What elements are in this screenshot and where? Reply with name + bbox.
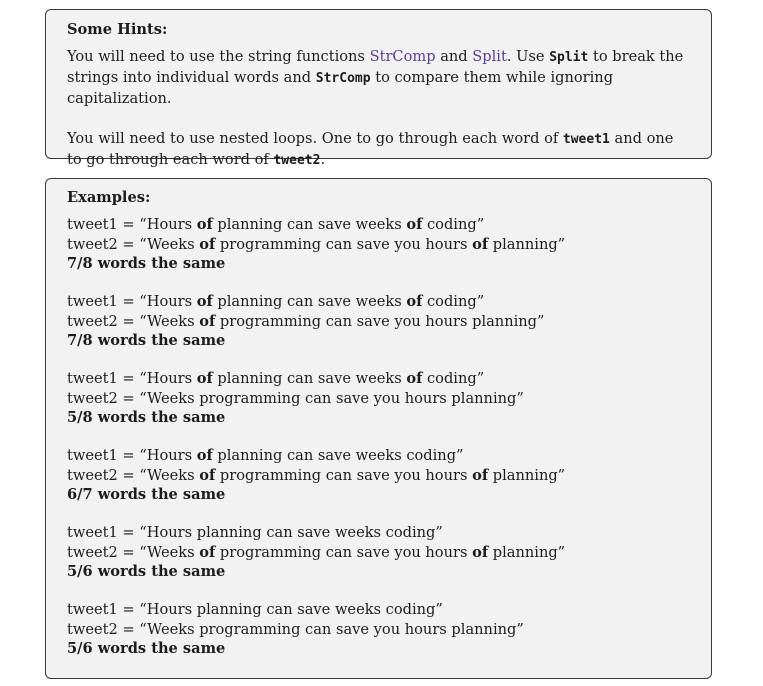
bold-word: of (472, 466, 489, 484)
tweet-text: programming can save you hours (215, 543, 473, 561)
tweet-text: planning can save weeks (212, 293, 407, 310)
example-result: 5/8 words the same (67, 409, 226, 426)
example-result: 6/7 words the same (67, 486, 226, 503)
bold-word: of (199, 466, 216, 484)
example-item (67, 600, 691, 659)
tweet1-line (67, 523, 691, 543)
tweet-text: tweet1 = “Hours (67, 216, 197, 233)
tweet-text: planning” (488, 543, 566, 561)
hints-paragraph-loops (67, 129, 691, 171)
tweet-text: programming can save you hours (215, 466, 473, 484)
tweet-text: tweet2 = “Weeks (67, 312, 200, 330)
tweet2-line (67, 543, 691, 563)
example-item (67, 292, 691, 351)
tweet2-line (67, 312, 691, 332)
bold-word: of (406, 293, 423, 310)
tweet-text: tweet1 = “Hours (67, 447, 197, 464)
split-function-link[interactable]: Split (472, 48, 507, 65)
bold-word: of (472, 235, 489, 253)
tweet-text: coding” (422, 293, 485, 310)
tweet-text: tweet2 = “Weeks (67, 235, 200, 253)
tweet-text: planning can save weeks coding” (212, 447, 464, 464)
example-item (67, 369, 691, 428)
tweet-text: coding” (422, 370, 485, 387)
tweet1-code: tweet1 (562, 132, 610, 147)
hints-text: . (320, 151, 326, 168)
example-item (67, 215, 691, 274)
examples-title: Examples: (67, 189, 151, 206)
tweet1-line (67, 369, 691, 389)
example-item (67, 523, 691, 582)
tweet1-line (67, 292, 691, 312)
tweet1-line (67, 215, 691, 235)
example-result: 5/6 words the same (67, 563, 226, 580)
hints-paragraph-functions (67, 47, 691, 109)
example-result: 7/8 words the same (67, 332, 226, 349)
example-result: 5/6 words the same (67, 640, 226, 657)
tweet-text: tweet2 = “Weeks programming can save you hours planning” (67, 389, 524, 407)
bold-word: of (196, 447, 213, 464)
strcomp-code: StrComp (315, 71, 371, 86)
hints-box (45, 9, 712, 168)
tweet1-line (67, 600, 691, 620)
tweet-text: tweet1 = “Hours planning can save weeks coding” (67, 601, 443, 618)
tweet-text: programming can save you hours (215, 235, 473, 253)
tweet-text: coding” (422, 216, 485, 233)
hints-text: and one to go through each word of (67, 130, 674, 168)
bold-word: of (199, 235, 216, 253)
split-code: Split (549, 50, 589, 65)
hints-text: . Use (506, 48, 550, 65)
tweet-text: tweet2 = “Weeks programming can save you hours planning” (67, 620, 524, 638)
tweet-text: tweet2 = “Weeks (67, 543, 200, 561)
tweet2-line (67, 389, 691, 409)
bold-word: of (196, 216, 213, 233)
tweet2-code: tweet2 (273, 153, 321, 168)
bold-word: of (406, 370, 423, 387)
tweet-text: tweet2 = “Weeks (67, 466, 200, 484)
hints-title: Some Hints: (67, 21, 168, 38)
examples-list (67, 215, 691, 659)
bold-word: of (199, 543, 216, 561)
tweet-text: tweet1 = “Hours (67, 370, 197, 387)
hints-text: You will need to use the string functions (67, 48, 370, 65)
tweet-text: planning can save weeks (212, 216, 407, 233)
tweet-text: tweet1 = “Hours (67, 293, 197, 310)
strcomp-function-link[interactable]: StrComp (369, 48, 436, 65)
tweet2-line (67, 620, 691, 640)
hints-text: to compare them while ignoring capitalization. (67, 69, 614, 107)
tweet2-line (67, 466, 691, 486)
tweet2-line (67, 235, 691, 255)
example-result: 7/8 words the same (67, 255, 226, 272)
tweet-text: tweet1 = “Hours planning can save weeks coding” (67, 524, 443, 541)
bold-word: of (406, 216, 423, 233)
tweet-text: programming can save you hours planning” (215, 312, 545, 330)
hints-text: You will need to use nested loops. One to go through each word of (67, 130, 563, 147)
tweet1-line (67, 446, 691, 466)
example-item (67, 446, 691, 505)
hints-text: and (435, 48, 473, 65)
hints-text: to break the strings into individual words and (67, 48, 684, 86)
bold-word: of (196, 293, 213, 310)
examples-box (45, 178, 712, 679)
bold-word: of (196, 370, 213, 387)
tweet-text: planning” (488, 466, 566, 484)
bold-word: of (199, 312, 216, 330)
tweet-text: planning can save weeks (212, 370, 407, 387)
bold-word: of (472, 543, 489, 561)
tweet-text: planning” (488, 235, 566, 253)
